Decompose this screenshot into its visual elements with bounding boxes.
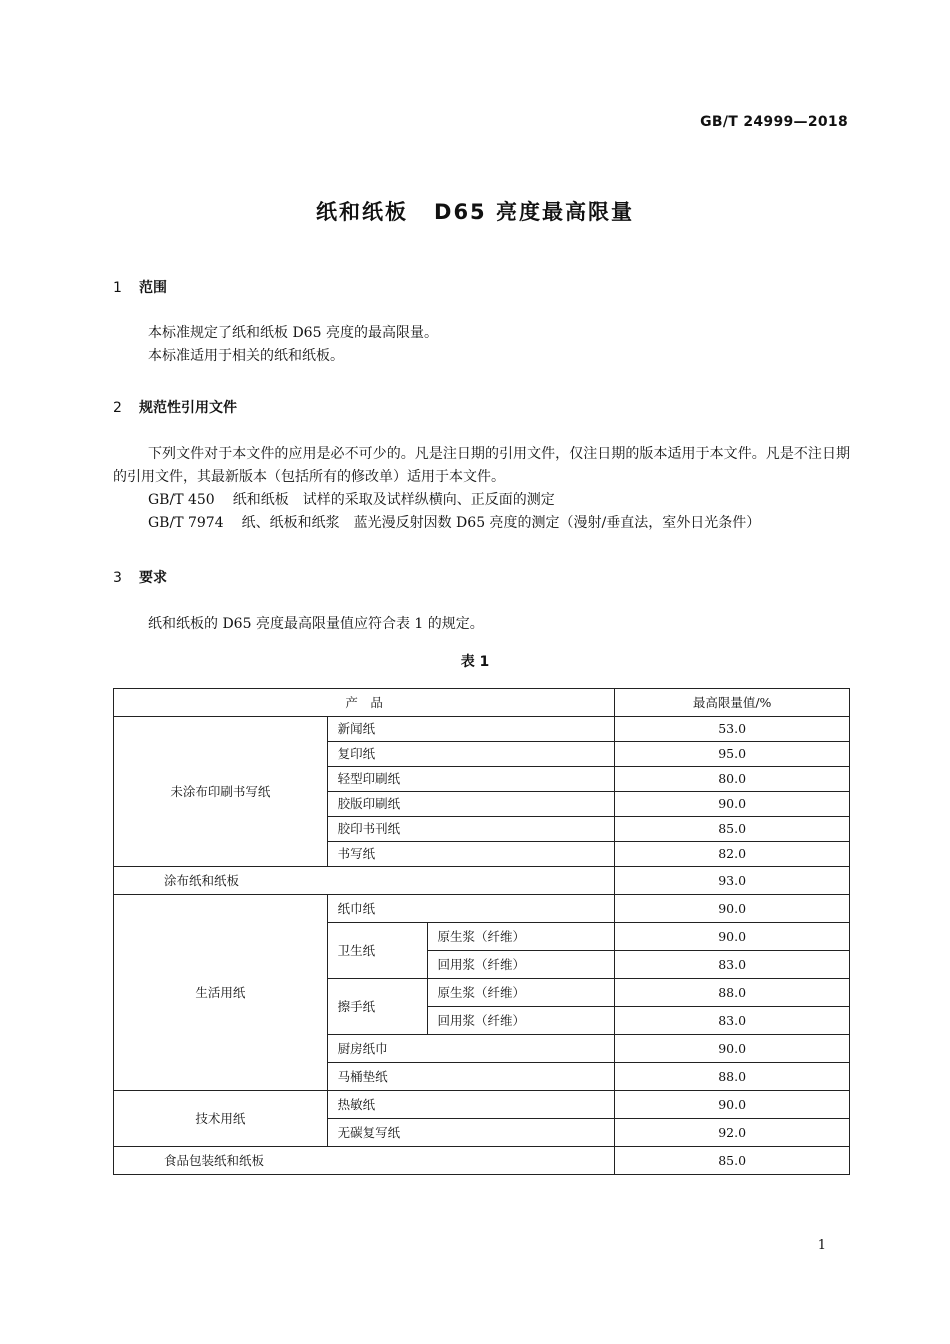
table-row: [114, 895, 850, 923]
product-name: 新闻纸: [327, 717, 615, 742]
title-part-2: D65 亮度最高限量: [434, 200, 634, 224]
product-name: 纸巾纸: [327, 895, 615, 923]
section-2-number: 2: [113, 400, 122, 416]
table-row: [114, 1091, 850, 1119]
document-code: GB/T 24999—2018: [700, 114, 848, 130]
section-1-heading: [113, 277, 167, 297]
section-1-number: 1: [113, 280, 122, 296]
limit-value: 90.0: [615, 1035, 850, 1063]
limit-value: 90.0: [615, 895, 850, 923]
section-3-heading: [113, 567, 167, 587]
limit-value: 83.0: [615, 951, 850, 979]
reference-code: GB/T 7974: [148, 515, 224, 531]
table-header-row: [114, 689, 850, 717]
fiber-type: 原生浆（纤维）: [427, 979, 615, 1007]
document-title: [0, 196, 950, 226]
section-1-paragraph-2: 本标准适用于相关的纸和纸板。: [148, 348, 344, 364]
product-name: 胶版印刷纸: [327, 792, 615, 817]
limit-value: 88.0: [615, 979, 850, 1007]
group-label: 食品包装纸和纸板: [114, 1147, 615, 1175]
section-1-body: [113, 322, 850, 368]
section-2-body: [113, 443, 850, 535]
limit-value: 90.0: [615, 792, 850, 817]
limit-value: 53.0: [615, 717, 850, 742]
product-name: 马桶垫纸: [327, 1063, 615, 1091]
table-caption: 表 1: [460, 654, 490, 670]
product-name: 轻型印刷纸: [327, 767, 615, 792]
section-3-number: 3: [113, 570, 122, 586]
section-3-title: 要求: [139, 570, 167, 586]
section-3-body: [113, 613, 850, 636]
table-row: [114, 867, 850, 895]
section-1-paragraph-1: 本标准规定了纸和纸板 D65 亮度的最高限量。: [148, 325, 438, 341]
product-name: 擦手纸: [327, 979, 427, 1035]
product-name: 厨房纸巾: [327, 1035, 615, 1063]
reference-item: [113, 489, 850, 512]
limit-value: 83.0: [615, 1007, 850, 1035]
limit-value: 92.0: [615, 1119, 850, 1147]
product-name: 复印纸: [327, 742, 615, 767]
limit-value: 80.0: [615, 767, 850, 792]
limit-value: 88.0: [615, 1063, 850, 1091]
group-label: 未涂布印刷书写纸: [114, 717, 328, 867]
product-name: 卫生纸: [327, 923, 427, 979]
group-label: 技术用纸: [114, 1091, 328, 1147]
limit-value: 95.0: [615, 742, 850, 767]
limit-value: 85.0: [615, 1147, 850, 1175]
brightness-limit-table: [113, 688, 850, 1175]
header-product: 产 品: [114, 689, 615, 717]
section-2-paragraph-1: 下列文件对于本文件的应用是必不可少的。凡是注日期的引用文件，仅注日期的版本适用于本文件。凡是不注日期的引用文件，其最新版本（包括所有的修改单）适用于本文件。: [113, 446, 850, 485]
product-name: 热敏纸: [327, 1091, 615, 1119]
section-1-title: 范围: [139, 280, 167, 296]
reference-item: [113, 512, 850, 535]
fiber-type: 回用浆（纤维）: [427, 951, 615, 979]
reference-title: 纸、纸板和纸浆 蓝光漫反射因数 D65 亮度的测定（漫射/垂直法，室外日光条件）: [241, 515, 761, 531]
reference-code: GB/T 450: [148, 492, 215, 508]
product-name: 书写纸: [327, 842, 615, 867]
reference-title: 纸和纸板 试样的采取及试样纵横向、正反面的测定: [232, 492, 555, 508]
limit-value: 85.0: [615, 817, 850, 842]
group-label: 生活用纸: [114, 895, 328, 1091]
title-part-1: 纸和纸板: [316, 200, 409, 224]
limit-value: 82.0: [615, 842, 850, 867]
table-row: [114, 1147, 850, 1175]
product-name: 胶印书刊纸: [327, 817, 615, 842]
limit-value: 93.0: [615, 867, 850, 895]
section-3-paragraph-1: 纸和纸板的 D65 亮度最高限量值应符合表 1 的规定。: [148, 616, 484, 632]
limit-value: 90.0: [615, 923, 850, 951]
fiber-type: 原生浆（纤维）: [427, 923, 615, 951]
limit-value: 90.0: [615, 1091, 850, 1119]
group-label: 涂布纸和纸板: [114, 867, 615, 895]
section-2-title: 规范性引用文件: [139, 400, 237, 416]
product-name: 无碳复写纸: [327, 1119, 615, 1147]
page-number: 1: [817, 1238, 826, 1253]
table-row: [114, 717, 850, 742]
header-max-limit: 最高限量值/%: [615, 689, 850, 717]
fiber-type: 回用浆（纤维）: [427, 1007, 615, 1035]
section-2-heading: [113, 397, 237, 417]
